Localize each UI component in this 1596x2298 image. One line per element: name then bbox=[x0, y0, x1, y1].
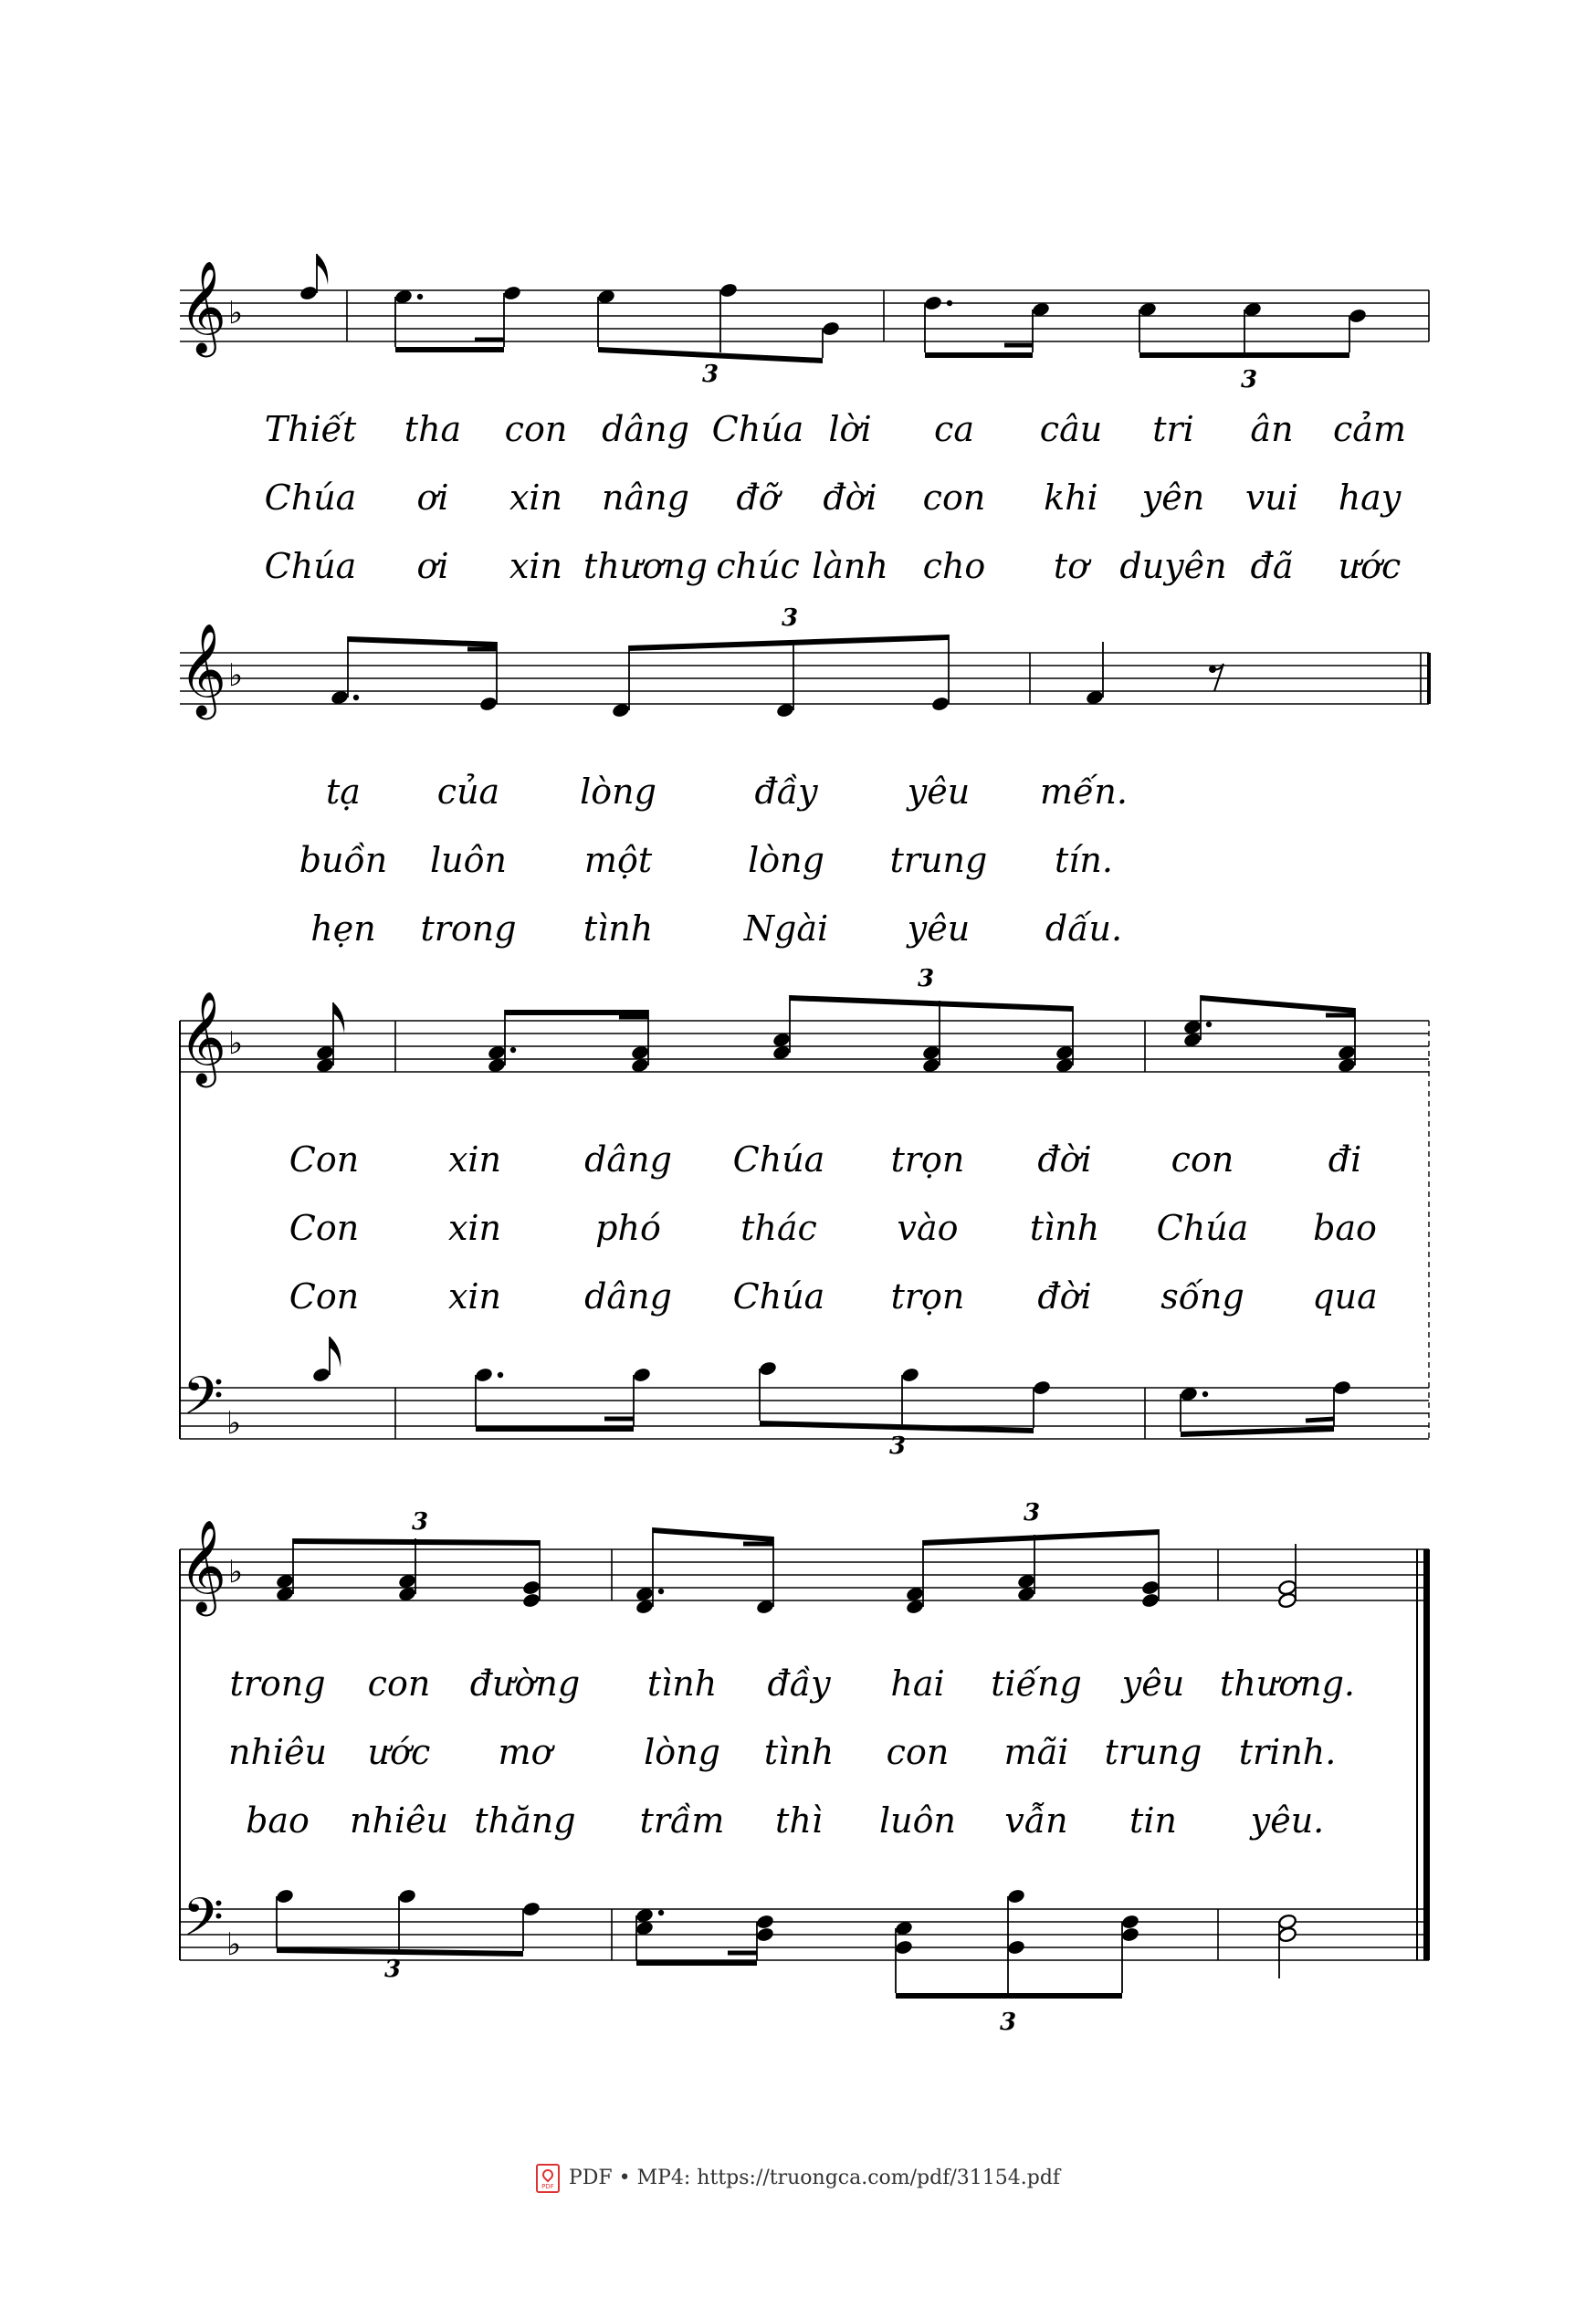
lyric-syllable: mơ bbox=[498, 1732, 552, 1772]
lyric-syllable: luôn bbox=[430, 840, 507, 880]
lyric-syllable: tình bbox=[646, 1663, 718, 1704]
lyric-syllable: một bbox=[583, 840, 653, 880]
lyric-syllable: dâng bbox=[584, 1139, 672, 1180]
beam bbox=[629, 635, 949, 651]
lyric-syllable: trinh. bbox=[1238, 1732, 1337, 1772]
lyric-syllable: vui bbox=[1244, 477, 1299, 518]
beam bbox=[896, 1993, 1122, 1999]
lyric-syllable: ân bbox=[1250, 409, 1294, 449]
triplet-number: 3 bbox=[999, 2009, 1017, 2036]
lyric-syllable: ơi bbox=[416, 546, 449, 586]
lyric-syllable: tri bbox=[1152, 409, 1194, 449]
notehead bbox=[1348, 308, 1367, 324]
lyric-syllable: buồn bbox=[299, 840, 388, 880]
lyric-syllable: nhiêu bbox=[349, 1800, 449, 1841]
notehead bbox=[755, 1914, 774, 1930]
notehead bbox=[1006, 1939, 1025, 1956]
beam bbox=[923, 1529, 1159, 1546]
triplet-number: 3 bbox=[781, 604, 799, 632]
lyric-syllable: trầm bbox=[639, 1800, 725, 1841]
beam bbox=[476, 1426, 634, 1432]
treble-clef: 𝄞 bbox=[179, 990, 227, 1084]
notehead bbox=[821, 320, 840, 337]
lyric-syllable: hay bbox=[1338, 477, 1402, 518]
lyric-syllable: đời bbox=[1037, 1276, 1092, 1317]
augmentation-dot bbox=[498, 1372, 503, 1378]
lyric-syllable: phó bbox=[595, 1208, 661, 1248]
lyric-syllable: dâng bbox=[602, 409, 689, 449]
lyric-syllable: xin bbox=[509, 477, 563, 518]
lyric-syllable: trọn bbox=[890, 1139, 965, 1180]
lyric-syllable: con bbox=[367, 1663, 431, 1704]
flat-sign: ♭ bbox=[226, 1926, 242, 1963]
beam bbox=[1201, 995, 1355, 1013]
lyric-syllable: lòng bbox=[580, 771, 656, 812]
lyric-syllable: tiếng bbox=[991, 1663, 1082, 1704]
lyric-syllable: con bbox=[922, 477, 986, 518]
lyric-syllable: ơi bbox=[416, 477, 449, 518]
lyric-syllable: tình bbox=[583, 908, 654, 949]
beam bbox=[653, 1527, 773, 1542]
lyric-syllable: đầy bbox=[767, 1663, 831, 1704]
notehead bbox=[1120, 1926, 1139, 1943]
lyric-syllable: thì bbox=[775, 1800, 823, 1841]
lyric-syllable: Chúa bbox=[711, 409, 804, 449]
beam bbox=[760, 1421, 1034, 1433]
lyric-syllable: đầy bbox=[754, 771, 818, 812]
lyric-syllable: thác bbox=[740, 1208, 817, 1248]
triplet-number: 3 bbox=[917, 965, 935, 992]
lyric-syllable: Chúa bbox=[1156, 1208, 1249, 1248]
lyric-syllable: Con bbox=[289, 1208, 360, 1248]
beam bbox=[1181, 1426, 1334, 1437]
lyric-syllable: trong bbox=[420, 908, 517, 949]
note-flag bbox=[333, 1002, 344, 1034]
flat-sign: ♭ bbox=[228, 295, 244, 331]
note-flag bbox=[330, 1337, 341, 1368]
notehead bbox=[894, 1939, 913, 1956]
treble-clef: 𝄞 bbox=[179, 1518, 227, 1612]
lyric-syllable: nâng bbox=[602, 477, 689, 518]
lyric-syllable: bao bbox=[1313, 1208, 1377, 1248]
note-flag bbox=[317, 254, 328, 285]
beam bbox=[1306, 1419, 1334, 1421]
augmentation-dot bbox=[658, 1910, 664, 1915]
beam bbox=[395, 347, 504, 352]
triplet-number: 3 bbox=[1240, 366, 1258, 393]
augmentation-dot bbox=[1202, 1391, 1208, 1397]
lyric-syllable: bao bbox=[246, 1800, 310, 1841]
flat-sign: ♭ bbox=[228, 1025, 244, 1062]
lyric-syllable: dấu. bbox=[1045, 908, 1123, 949]
footer-link[interactable]: PDF • MP4: https://truongca.com/pdf/31154.pdf bbox=[568, 2167, 1061, 2189]
lyric-syllable: xin bbox=[447, 1208, 502, 1248]
treble-clef: 𝄞 bbox=[179, 259, 227, 353]
lyric-syllable: hai bbox=[890, 1663, 945, 1704]
lyric-syllable: con bbox=[1171, 1139, 1234, 1180]
lyric-syllable: đời bbox=[1037, 1139, 1092, 1180]
lyric-syllable: duyên bbox=[1119, 546, 1227, 586]
notehead bbox=[1277, 1592, 1297, 1609]
lyric-syllable: đời bbox=[823, 477, 877, 518]
triplet-number: 3 bbox=[411, 1508, 429, 1536]
lyric-syllable: luôn bbox=[879, 1800, 956, 1841]
beam bbox=[925, 352, 1033, 358]
lyric-syllable: Ngài bbox=[743, 908, 829, 949]
notehead bbox=[521, 1592, 541, 1609]
final-barline bbox=[1423, 1600, 1430, 1909]
notehead bbox=[521, 1579, 541, 1596]
lyric-syllable: yêu bbox=[907, 908, 971, 949]
lyric-syllable: xin bbox=[447, 1139, 502, 1180]
treble-clef: 𝄞 bbox=[179, 622, 227, 716]
lyric-syllable: cảm bbox=[1333, 409, 1406, 449]
beam bbox=[790, 995, 1073, 1012]
lyric-syllable: tín. bbox=[1055, 840, 1113, 880]
beam bbox=[1139, 352, 1349, 358]
lyric-syllable: lòng bbox=[748, 840, 824, 880]
lyric-syllable: mến. bbox=[1040, 771, 1128, 812]
bass-clef: 𝄢 bbox=[183, 1365, 225, 1440]
lyric-syllable: dâng bbox=[584, 1276, 672, 1317]
notehead bbox=[930, 696, 950, 712]
lyric-syllable: ước bbox=[1338, 546, 1402, 586]
notehead bbox=[521, 1901, 541, 1917]
flat-sign: ♭ bbox=[228, 1554, 244, 1590]
triplet-number: 3 bbox=[1023, 1499, 1041, 1527]
lyric-syllable: tha bbox=[404, 409, 462, 449]
lyric-syllable: thương bbox=[583, 546, 708, 586]
notehead bbox=[311, 1367, 331, 1383]
lyric-syllable: Chúa bbox=[732, 1139, 825, 1180]
triplet-number: 3 bbox=[701, 361, 719, 388]
bass-clef: 𝄢 bbox=[183, 1886, 225, 1961]
footer bbox=[0, 2164, 1596, 2193]
lyric-syllable: tin bbox=[1129, 1800, 1177, 1841]
augmentation-dot bbox=[947, 300, 952, 306]
lyric-syllable: ước bbox=[367, 1732, 431, 1772]
notehead bbox=[1006, 1888, 1025, 1905]
notehead bbox=[474, 1367, 493, 1383]
notehead bbox=[1140, 1579, 1160, 1596]
notehead bbox=[1277, 1926, 1297, 1943]
lyric-syllable: nhiêu bbox=[227, 1732, 328, 1772]
lyric-syllable: khi bbox=[1044, 477, 1098, 518]
notehead bbox=[758, 1360, 777, 1377]
notehead bbox=[923, 295, 942, 311]
notehead bbox=[900, 1367, 919, 1383]
lyric-syllable: đỡ bbox=[736, 477, 780, 518]
lyric-syllable: Chúa bbox=[264, 477, 357, 518]
flat-sign: ♭ bbox=[228, 657, 244, 694]
notehead bbox=[1332, 1380, 1351, 1396]
notehead bbox=[719, 282, 738, 299]
lyric-syllable: tơ bbox=[1053, 546, 1089, 586]
triplet-number: 3 bbox=[383, 1956, 402, 1983]
beam bbox=[505, 1010, 648, 1015]
lyric-syllable: con bbox=[886, 1732, 950, 1772]
augmentation-dot bbox=[353, 695, 359, 700]
beam bbox=[348, 636, 497, 647]
lyric-syllable: chúc bbox=[716, 546, 800, 586]
notehead bbox=[632, 1367, 651, 1383]
lyric-syllable: hẹn bbox=[310, 908, 376, 949]
augmentation-dot bbox=[1206, 1022, 1212, 1027]
lyric-syllable: đã bbox=[1250, 546, 1294, 586]
lyric-syllable: ca bbox=[934, 409, 974, 449]
flat-sign: ♭ bbox=[226, 1405, 242, 1442]
lyric-syllable: câu bbox=[1039, 409, 1103, 449]
notehead bbox=[1120, 1914, 1139, 1930]
notehead bbox=[755, 1926, 774, 1943]
lyric-syllable: đường bbox=[469, 1663, 581, 1704]
lyric-syllable: vẫn bbox=[1004, 1800, 1068, 1841]
lyric-syllable: trọn bbox=[890, 1276, 965, 1317]
final-barline bbox=[1423, 1549, 1430, 1600]
lyric-syllable: xin bbox=[509, 546, 563, 586]
lyric-syllable: con bbox=[504, 409, 568, 449]
lyric-syllable: sống bbox=[1160, 1276, 1244, 1317]
lyric-syllable: Chúa bbox=[264, 546, 357, 586]
lyric-syllable: vào bbox=[897, 1208, 959, 1248]
lyric-syllable: Con bbox=[289, 1139, 360, 1180]
final-barline bbox=[1423, 1909, 1430, 1960]
lyric-syllable: thăng bbox=[474, 1800, 576, 1841]
triplet-number: 3 bbox=[888, 1432, 907, 1460]
notehead bbox=[478, 696, 498, 712]
lyric-syllable: Con bbox=[289, 1276, 360, 1317]
augmentation-dot bbox=[510, 1047, 516, 1053]
lyric-syllable: yêu bbox=[1121, 1663, 1185, 1704]
lyric-syllable: trong bbox=[229, 1663, 326, 1704]
notehead bbox=[299, 285, 318, 301]
lyric-syllable: cho bbox=[922, 546, 986, 586]
notehead bbox=[275, 1888, 294, 1905]
lyric-syllable: lành bbox=[812, 546, 888, 586]
augmentation-dot bbox=[417, 294, 423, 299]
lyric-syllable: yên bbox=[1141, 477, 1205, 518]
notehead bbox=[502, 285, 521, 301]
notehead bbox=[1140, 1592, 1160, 1609]
lyric-syllable: mãi bbox=[1003, 1732, 1069, 1772]
lyric-syllable: tình bbox=[763, 1732, 835, 1772]
augmentation-dot bbox=[658, 1589, 664, 1594]
lyric-syllable: lời bbox=[828, 409, 872, 449]
lyric-syllable: yêu bbox=[907, 771, 971, 812]
notehead bbox=[1032, 1380, 1051, 1396]
lyric-syllable: tạ bbox=[326, 771, 361, 812]
lyric-syllable: thương. bbox=[1220, 1663, 1355, 1704]
lyric-syllable: Chúa bbox=[732, 1276, 825, 1317]
lyric-syllable: đi bbox=[1328, 1139, 1362, 1180]
lyric-syllable: yêu. bbox=[1250, 1800, 1325, 1841]
pdf-file-icon[interactable] bbox=[536, 2164, 560, 2193]
beam bbox=[636, 1960, 757, 1966]
lyric-syllable: xin bbox=[447, 1276, 502, 1317]
lyric-syllable: của bbox=[436, 771, 500, 812]
lyric-syllable: trung bbox=[889, 840, 988, 880]
lyric-syllable: qua bbox=[1312, 1276, 1378, 1317]
beam bbox=[293, 1538, 540, 1546]
lyric-syllable: Thiết bbox=[264, 409, 357, 449]
lyric-syllable: tình bbox=[1029, 1208, 1100, 1248]
lyric-syllable: lòng bbox=[644, 1732, 720, 1772]
notehead bbox=[397, 1888, 416, 1905]
lyric-syllable: trung bbox=[1104, 1732, 1202, 1772]
